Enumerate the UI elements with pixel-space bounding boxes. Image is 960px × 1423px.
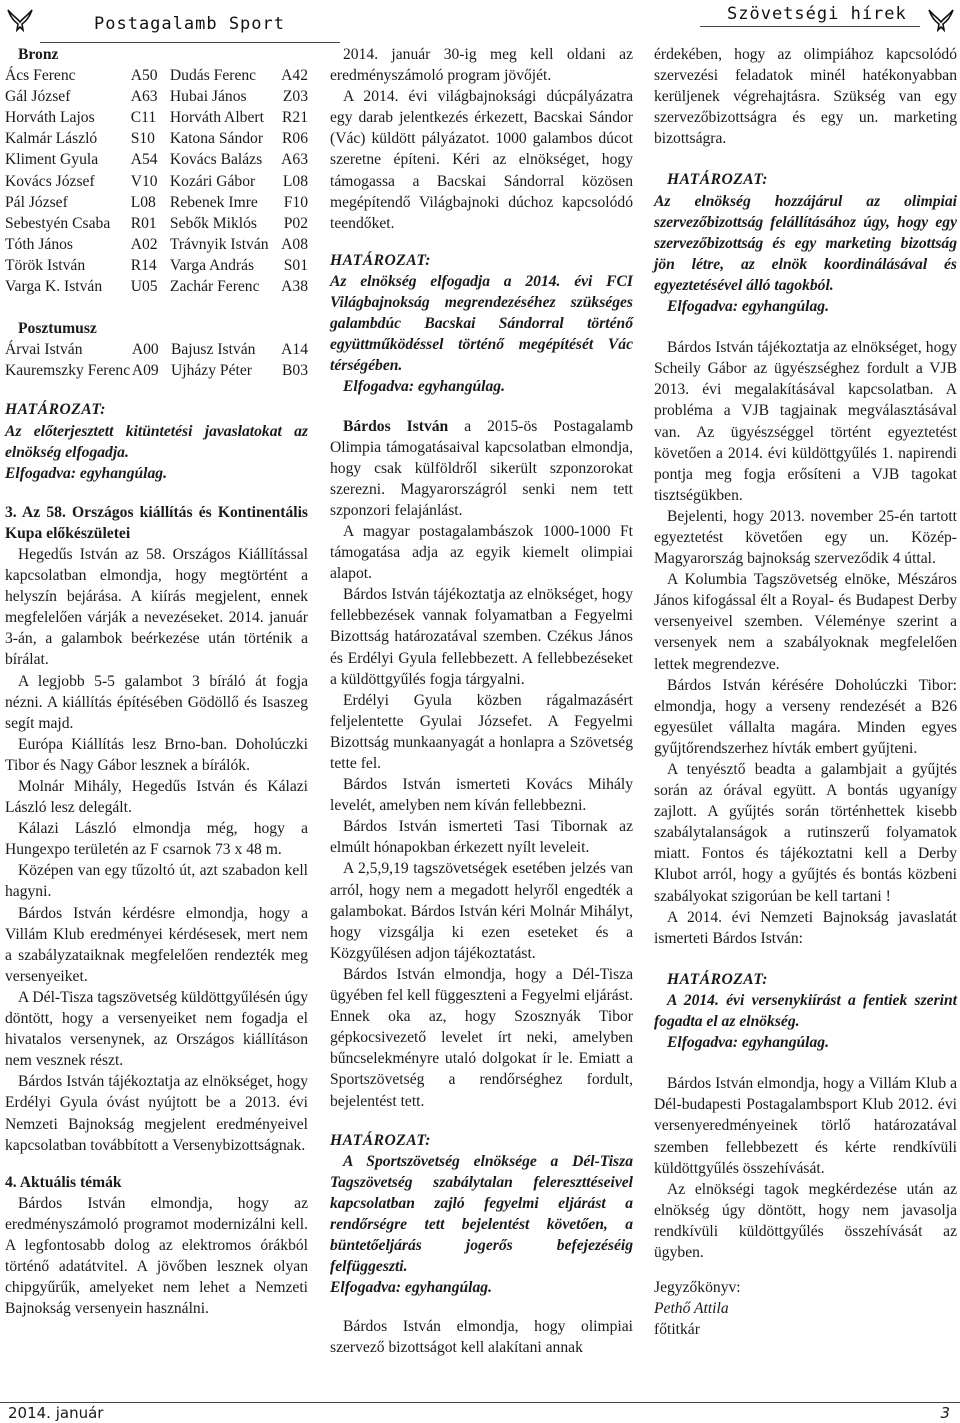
award-name: Horváth Albert bbox=[169, 109, 264, 127]
paragraph: Hegedűs István az 58. Országos Kiállítással kapcsolatban elmondja, hogy megtörtént a helyszín bejárása. A kiírás megjelent, ennek megfelelően várják a nevezéseket. 2014. január 3-án, a galambok beérkezése után történik a bírálat. bbox=[5, 545, 308, 669]
paragraph bbox=[330, 416, 633, 521]
header-title-right: Szövetségi hírek bbox=[727, 4, 907, 24]
award-code: C11 bbox=[130, 109, 157, 127]
resolution-label: HATÁROZAT: bbox=[667, 970, 768, 988]
resolution-text: A Sportszövetség elnöksége a Dél-Tisza Tagszövetség szabálytalan felereszttéseivel kapcsolatban zajló fegyelmi eljárást a rendőrségre tett bejelentést követően, a büntetőeljárás jogerős befejezéséig felfüggeszti. bbox=[330, 1152, 633, 1276]
resolution-accepted: Elfogadva: egyhangúlag. bbox=[330, 1279, 492, 1297]
award-name: Varga K. István bbox=[5, 278, 103, 296]
table-row bbox=[5, 255, 308, 276]
award-name: Kauremszky Ferenc bbox=[5, 362, 131, 380]
award-code: A09 bbox=[131, 362, 159, 380]
award-name: Ujházy Péter bbox=[170, 362, 252, 380]
table-row bbox=[5, 213, 308, 234]
award-code: A63 bbox=[281, 151, 308, 169]
table-row bbox=[5, 276, 308, 297]
award-name: Dudás Ferenc bbox=[169, 67, 257, 85]
award-code: A08 bbox=[281, 235, 308, 253]
paragraph: A legjobb 5-5 galambot 3 bíráló át fogja nézni. A kiállítás építésében Gödöllő és Isaszeg segít majd. bbox=[5, 672, 308, 732]
award-code: V10 bbox=[130, 172, 158, 190]
award-name: Kozári Gábor bbox=[169, 172, 256, 190]
column-2 bbox=[330, 44, 633, 1359]
posztumusz-award-table bbox=[5, 339, 308, 381]
paragraph: Bárdos István tájékoztatja az elnökséget, hogy Erdélyi Gyula óvást nyújtott be a 2013. évi Nemzeti Bajnokság megjelent eredményeivel kapcsolatban továbbított a Versenybizottságnak. bbox=[5, 1073, 308, 1154]
resolution-label: HATÁROZAT: bbox=[330, 251, 431, 269]
award-code: F10 bbox=[283, 193, 308, 211]
paragraph: Bárdos István tájékoztatja az elnökséget, hogy Scheily Gábor az ügyészséghez fordult a VJB 2013. évi megalakításával kapcsolatban. A probléma a VJB tagjainak megválasztásával van. Az ügyészséggel történt egyeztetést követően a 2014. évi küldöttgyűlés 1. napirendi pontja meg fogja erősíteni a VJB tagokat tisztségükben. bbox=[654, 339, 957, 504]
award-name: Ács Ferenc bbox=[5, 67, 76, 85]
award-name: Trávnyik István bbox=[169, 235, 269, 253]
award-name: Varga András bbox=[169, 256, 255, 274]
page-number: 3 bbox=[940, 1404, 950, 1422]
resolution-accepted: Elfogadva: egyhangúlag. bbox=[667, 1034, 829, 1052]
award-code: S10 bbox=[130, 130, 155, 148]
award-name: Tóth János bbox=[5, 235, 74, 253]
paragraph: 2014. január 30-ig meg kell oldani az eredményszámoló program jövőjét. bbox=[330, 46, 633, 85]
resolution-label: HATÁROZAT: bbox=[5, 401, 106, 419]
paragraph: Bárdos István kérésére Doholúczki Tibor: elmondja, hogy a verseny rendezését a B26 egyesület vállalta magára. Minden egyes gyűjtőrendszerhez hívták embert gyűjteni. bbox=[654, 676, 957, 757]
dove-logo-icon bbox=[926, 6, 956, 34]
award-name: Rebenek Imre bbox=[169, 193, 258, 211]
paragraph: Bárdos István kérdésre elmondja, hogy a Villám Klub eredményei kérdésesek, mert nem a szabályzataiknak megfelelően rendezték meg versenyeiket. bbox=[5, 904, 308, 985]
award-name: Török István bbox=[5, 256, 86, 274]
paragraph: Bárdos István ismerteti Tasi Tibornak az elmúlt hónapokban érkezett nyílt leveleit. bbox=[330, 818, 633, 857]
resolution-text: A 2014. évi versenykiírást a fentiek szerint fogadta el az elnökség. bbox=[654, 991, 957, 1031]
award-name: Kovács Balázs bbox=[169, 151, 263, 169]
dove-logo-icon bbox=[5, 6, 35, 34]
resolution-label: HATÁROZAT: bbox=[330, 1131, 431, 1149]
award-code: S01 bbox=[283, 256, 308, 274]
paragraph: Bárdos István elmondja, hogy a Dél-Tisza ügyében fel kell függeszteni a Fegyelmi eljárást. Ennek oka az, hogy Szosznyák Tibor gépkocsivezető levelet írt neki, amelyben bűncselekményre utaló dolgokat ír le. Emiatt a Sportszövetség a rendőrséghez fordult, bejelentést tett. bbox=[330, 965, 633, 1110]
table-row bbox=[5, 192, 308, 213]
award-name: Gál József bbox=[5, 88, 71, 106]
table-row bbox=[5, 360, 308, 381]
table-row bbox=[5, 149, 308, 170]
posztumusz-heading: Posztumusz bbox=[18, 320, 97, 338]
paragraph: A magyar postagalambászok 1000-1000 Ft támogatása adja az egyik kiemelt olimpiai alapot. bbox=[330, 522, 633, 583]
resolution-accepted: Elfogadva: egyhangúlag. bbox=[343, 378, 505, 396]
table-row bbox=[5, 339, 308, 360]
header-rule-left bbox=[40, 42, 340, 43]
table-row bbox=[5, 86, 308, 107]
award-code: R14 bbox=[130, 256, 157, 274]
award-code: R06 bbox=[282, 130, 308, 148]
paragraph: Bárdos István elmondja, hogy a Villám Klub a Dél-budapesti Postagalambsport Klub 2012. évi versenyeredményeinek törlő határozatával szemben fellebbezett és kérte rendkívüli küldöttgyűlés összehívását. bbox=[654, 1075, 957, 1177]
award-code: A02 bbox=[130, 235, 158, 253]
award-name: Pál József bbox=[5, 193, 68, 211]
section-4-heading: 4. Aktuális témák bbox=[5, 1173, 122, 1191]
paragraph: A Kolumbia Tagszövetség elnöke, Mészáros János kifogással élt a Royal- és Budapest Derby versenyeivel szemben. Véleménye szerint a versenyek nem a szabályoknak megfelelően lettek megrendezve. bbox=[654, 571, 957, 673]
paragraph: Bejelenti, hogy 2013. november 25-én tartott egyeztetést követően egy un. Közép-Magyarország bajnokság szerveződik 4 úttal. bbox=[654, 507, 957, 568]
award-code: A42 bbox=[281, 67, 308, 85]
award-name: Zachár Ferenc bbox=[169, 278, 260, 296]
bronz-heading: Bronz bbox=[18, 46, 59, 63]
resolution-text: Az előterjesztett kitüntetési javaslatokat az elnökség elfogadja. bbox=[5, 422, 308, 461]
award-code: A14 bbox=[281, 341, 308, 359]
resolution-accepted: Elfogadva: egyhangúlag. bbox=[667, 298, 829, 316]
table-row bbox=[5, 128, 308, 149]
bronz-award-table bbox=[5, 65, 308, 297]
award-name: Kliment Gyula bbox=[5, 151, 99, 169]
issue-date: 2014. január bbox=[8, 1404, 104, 1422]
resolution-label: HATÁROZAT: bbox=[667, 171, 768, 189]
header-title-left: Postagalamb Sport bbox=[94, 14, 285, 34]
paragraph: A tenyésztő beadta a galambjait a gyűjtés során az órával együtt. A bontás ugyanígy zajlott. A gyűjtés során történhettek kisebb szabálytalanságok a rutinszerű folyamatok miatt. Fontos és tájékoztatni kell a Derby Klubot arról, hogy a gyűjtés és bontás közbeni szabályokat szigorúan be kell tartani ! bbox=[654, 761, 957, 905]
paragraph: Középen van egy tűzoltó út, azt szabadon kell hagyni. bbox=[5, 862, 308, 901]
signature-name: Pethő Attila bbox=[654, 1300, 729, 1318]
footer-rule bbox=[0, 1402, 960, 1403]
paragraph: A 2014. évi világbajnoksági dúcpályázatra egy darab jelentkezés érkezett, Bacskai Sándor (Vác) küldött pályázatot. 1000 galambos dúcot szeretne építeni. Kéri az elnökséget, hogy támogassa a Bacskai Sándorral közösen megépítendő Világbajnoki dúchoz kapcsolódó teendőket. bbox=[330, 88, 633, 232]
award-name: Katona Sándor bbox=[169, 130, 264, 148]
paragraph: A 2014. évi Nemzeti Bajnokság javaslatát ismerteti Bárdos István: bbox=[654, 908, 957, 947]
award-code: P02 bbox=[283, 214, 308, 232]
award-name: Bajusz István bbox=[170, 341, 256, 359]
award-name: Kovács József bbox=[5, 172, 95, 190]
signature-title: főtitkár bbox=[654, 1321, 700, 1339]
award-code: L08 bbox=[130, 193, 156, 211]
paragraph: érdekében, hogy az olimpiához kapcsolódó szervezési feladatok minél hatékonyabban kerüljenek végrehajtásra. Szükség van egy szervezőbizottságra és egy un. marketing bizottságra. bbox=[654, 46, 957, 148]
award-code: R01 bbox=[130, 214, 157, 232]
award-code: Z03 bbox=[282, 88, 308, 106]
table-row bbox=[5, 65, 308, 86]
resolution-text: Az elnökség elfogadja a 2014. évi FCI Világbajnokság megrendezéséhez szükséges galambdúc Bacskai Sándorral történő együttműködéssel történő megépítését Vác térségében. bbox=[330, 272, 633, 375]
award-code: A54 bbox=[130, 151, 158, 169]
paragraph: Erdélyi Gyula közben rágalmazásért feljelentette Gyulai Józsefet. A Fegyelmi Bizottság munkaanyagát a honlapra a Szövetség tette fel. bbox=[330, 691, 633, 772]
section-3-heading: 3. Az 58. Országos kiállítás és Kontinentális Kupa előkészületei bbox=[5, 503, 308, 542]
award-name: Sebestyén Csaba bbox=[5, 214, 111, 232]
resolution-accepted: Elfogadva: egyhangúlag. bbox=[5, 464, 167, 482]
column-1 bbox=[5, 44, 308, 1319]
award-code: A50 bbox=[130, 67, 158, 85]
award-code: A38 bbox=[281, 278, 308, 296]
signature-label: Jegyzőkönyv: bbox=[654, 1279, 741, 1297]
award-code: L08 bbox=[282, 172, 308, 190]
paragraph: Bárdos István ismerteti Kovács Mihály levelét, amelyben nem kíván fellebbezni. bbox=[330, 776, 633, 815]
paragraph: A Dél-Tisza tagszövetség küldöttgyűlésén úgy döntött, hogy a versenyeiket nem fogadja el hivatalos versenynek, az Országos kiállításon nem vesznek részt. bbox=[5, 988, 308, 1070]
paragraph: Bárdos István elmondja, hogy az eredményszámoló programot modernizálni kell. A legfontosabb dolog az elektromos órákból történő adatátvitel. A jövőben lesznek olyan chipgyűrűk, amelyeket nem lehet a Nemzeti Bajnokság versenyein használni. bbox=[5, 1194, 308, 1318]
award-code: A00 bbox=[131, 341, 159, 359]
paragraph: A 2,5,9,19 tagszövetségek esetében jelzés van arról, hogy nem a megadott helyről engedték a galambokat. Bárdos István kéri Molnár Mihályt, hogy vizsgálja ki ezen eseteket és a Közgyűlésen adjon tájékoztatást. bbox=[330, 860, 633, 962]
paragraph: Kálazi László elmondja még, hogy a Hungexpo területén az F csarnok 73 x 48 m. bbox=[5, 820, 308, 859]
award-code: A63 bbox=[130, 88, 158, 106]
award-name: Kalmár László bbox=[5, 130, 98, 148]
award-name: Hubai János bbox=[169, 88, 247, 106]
award-name: Sebők Miklós bbox=[169, 214, 257, 232]
paragraph: Bárdos István tájékoztatja az elnökséget, hogy fellebbezések vannak folyamatban a Fegyelmi Bizottság határozatával szemben. Czékus János és Erdélyi Gyula fellebbezett. A fellebbezéseket a küldöttgyűlés fogja tárgyalni. bbox=[330, 586, 633, 688]
award-code: B03 bbox=[282, 362, 308, 380]
paragraph: Molnár Mihály, Hegedűs István és Kálazi László lesz delegált. bbox=[5, 778, 308, 817]
paragraph: Bárdos István elmondja, hogy olimpiai szervező bizottságot kell alakítani annak bbox=[330, 1318, 633, 1357]
table-row bbox=[5, 107, 308, 128]
resolution-text: Az elnökség hozzájárul az olimpiai szervezőbizottság felállításához úgy, hogy egy szervezőbizottság és egy marketing bizottság jön létre, az elnök koordinálásával és egyeztetésével álló tagokból. bbox=[654, 192, 957, 294]
table-row bbox=[5, 171, 308, 192]
award-name: Árvai István bbox=[5, 341, 83, 359]
award-code: R21 bbox=[282, 109, 308, 127]
table-row bbox=[5, 234, 308, 255]
award-name: Horváth Lajos bbox=[5, 109, 95, 127]
paragraph-text: a 2015-ös Postagalamb Olimpia támogatásaival kapcsolatban elmondja, hogy csak külföldről sikerült szponzorokat szerezni. Magyarországról senki nem tett szponzori felajánlást. bbox=[330, 417, 633, 519]
speaker-name: Bárdos István bbox=[343, 417, 449, 435]
paragraph: Az elnökségi tagok megkérdezése után az elnökség úgy döntött, hogy nem javasolja rendkívüli küldöttgyűlés összehívását az ügyben. bbox=[654, 1180, 957, 1261]
award-code: U05 bbox=[130, 278, 158, 296]
column-3 bbox=[654, 44, 957, 1340]
paragraph: Európa Kiállítás lesz Brno-ban. Doholúczki Tibor és Nagy Gábor lesznek a bírálók. bbox=[5, 735, 308, 774]
